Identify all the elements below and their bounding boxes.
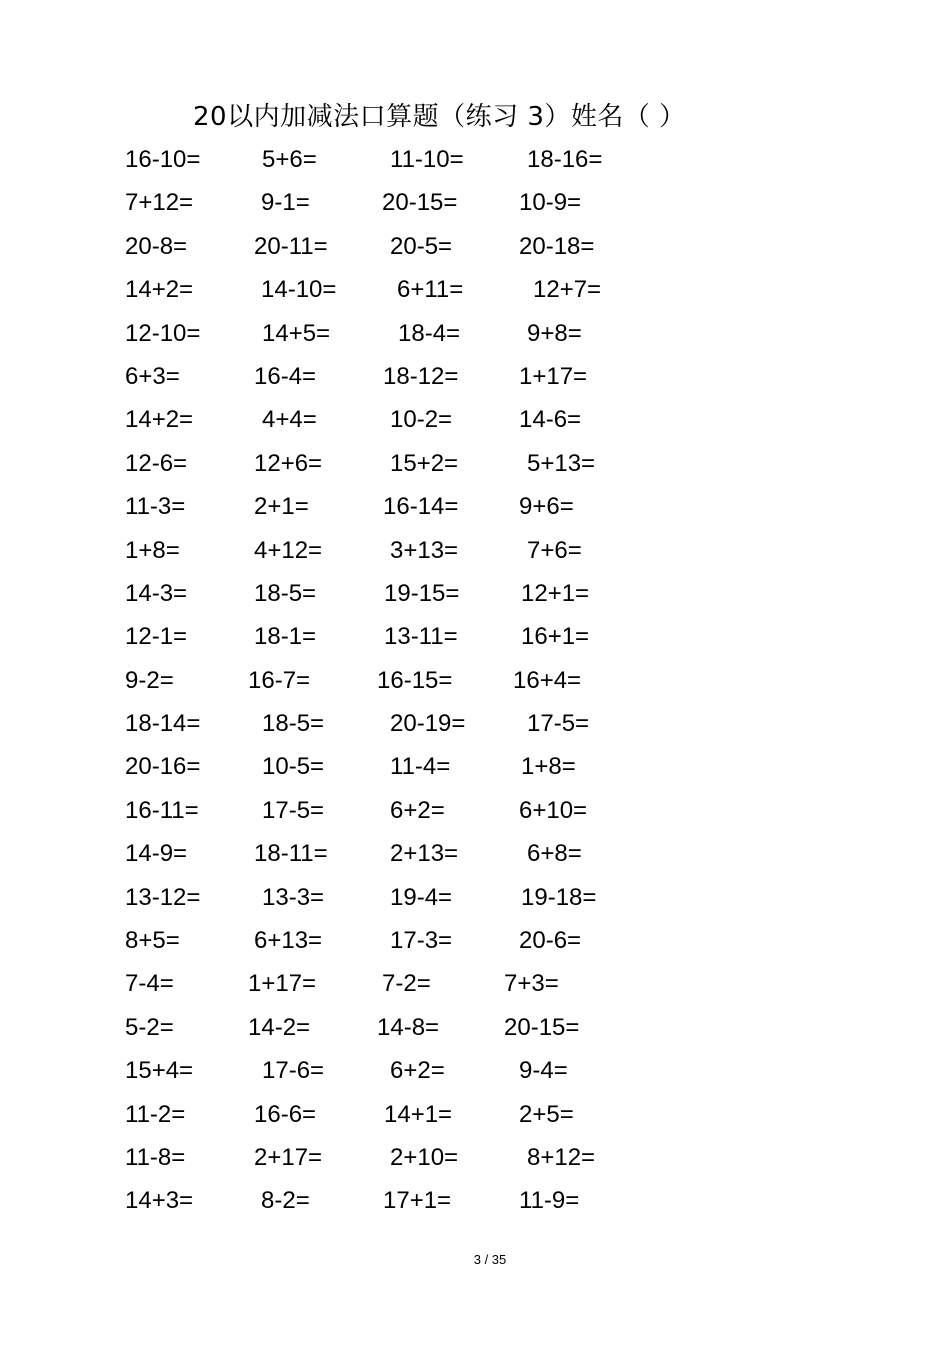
problem-row — [0, 748, 950, 791]
arithmetic-problem: 6+10= — [519, 796, 588, 824]
page-title: 20以内加减法口算题（练习 3）姓名（ ） — [193, 102, 686, 132]
arithmetic-problem: 6+2= — [390, 796, 445, 824]
problem-row — [0, 1139, 950, 1182]
arithmetic-problem: 10-2= — [390, 406, 453, 434]
arithmetic-problem: 20-5= — [390, 232, 453, 260]
arithmetic-problem: 9-4= — [519, 1057, 568, 1085]
arithmetic-problem: 12-1= — [125, 623, 188, 651]
arithmetic-problem: 14-6= — [519, 406, 582, 434]
arithmetic-problem: 7+12= — [125, 189, 194, 217]
arithmetic-problem: 16-6= — [254, 1100, 317, 1128]
problem-row — [0, 445, 950, 488]
arithmetic-problem: 9+6= — [519, 493, 574, 521]
arithmetic-problem: 4+4= — [262, 406, 317, 434]
arithmetic-problem: 11-9= — [519, 1187, 580, 1215]
arithmetic-problem: 20-15= — [504, 1013, 580, 1041]
arithmetic-problem: 15+2= — [390, 449, 459, 477]
arithmetic-problem: 8-2= — [261, 1187, 310, 1215]
arithmetic-problem: 17-5= — [527, 710, 590, 738]
arithmetic-problem: 13-12= — [125, 883, 201, 911]
arithmetic-problem: 6+2= — [390, 1057, 445, 1085]
arithmetic-problem: 14+5= — [262, 319, 331, 347]
arithmetic-problem: 14-9= — [125, 840, 188, 868]
arithmetic-problem: 20-8= — [125, 232, 188, 260]
arithmetic-problem: 18-11= — [254, 840, 328, 868]
arithmetic-problem: 12-6= — [125, 449, 188, 477]
arithmetic-problem: 18-4= — [398, 319, 461, 347]
problem-row — [0, 228, 950, 271]
arithmetic-problem: 11-2= — [125, 1100, 186, 1128]
arithmetic-problem: 2+10= — [390, 1143, 459, 1171]
arithmetic-problem: 1+8= — [521, 753, 576, 781]
arithmetic-problem: 6+13= — [254, 927, 323, 955]
arithmetic-problem: 7+6= — [527, 536, 582, 564]
arithmetic-problem: 14-2= — [248, 1013, 311, 1041]
arithmetic-problem: 20-18= — [519, 232, 595, 260]
arithmetic-problem: 2+13= — [390, 840, 459, 868]
arithmetic-problem: 5-2= — [125, 1013, 174, 1041]
arithmetic-problem: 7+3= — [504, 970, 559, 998]
problem-row — [0, 532, 950, 575]
arithmetic-problem: 2+5= — [519, 1100, 574, 1128]
arithmetic-problem: 7-4= — [125, 970, 174, 998]
arithmetic-problem: 17-5= — [262, 796, 325, 824]
problem-row — [0, 879, 950, 922]
problem-row — [0, 1096, 950, 1139]
arithmetic-problem: 3+13= — [390, 536, 459, 564]
arithmetic-problem: 18-14= — [125, 710, 201, 738]
arithmetic-problem: 16-7= — [248, 666, 311, 694]
arithmetic-problem: 2+17= — [254, 1143, 323, 1171]
arithmetic-problem: 10-9= — [519, 189, 582, 217]
problem-row — [0, 792, 950, 835]
arithmetic-problem: 14+2= — [125, 406, 194, 434]
arithmetic-problem: 16-4= — [254, 362, 317, 390]
arithmetic-problem: 6+3= — [125, 362, 180, 390]
page-indicator: 3 / 35 — [473, 1252, 507, 1267]
arithmetic-problem: 14+2= — [125, 276, 194, 304]
arithmetic-problem: 16-11= — [125, 796, 199, 824]
arithmetic-problem: 19-15= — [384, 579, 460, 607]
arithmetic-problem: 11-4= — [390, 753, 451, 781]
arithmetic-problem: 16-14= — [383, 493, 459, 521]
arithmetic-problem: 4+12= — [254, 536, 323, 564]
problem-row — [0, 401, 950, 444]
problem-row — [0, 965, 950, 1008]
arithmetic-problem: 20-16= — [125, 753, 201, 781]
problem-row — [0, 705, 950, 748]
problem-row — [0, 922, 950, 965]
arithmetic-problem: 17+1= — [383, 1187, 452, 1215]
arithmetic-problem: 10-5= — [262, 753, 325, 781]
arithmetic-problem: 8+12= — [527, 1143, 596, 1171]
arithmetic-problem: 14-3= — [125, 579, 188, 607]
arithmetic-problem: 12+1= — [521, 579, 590, 607]
arithmetic-problem: 18-5= — [262, 710, 325, 738]
arithmetic-problem: 11-10= — [390, 146, 464, 173]
arithmetic-problem: 14+1= — [384, 1100, 453, 1128]
arithmetic-problem: 16+1= — [521, 623, 590, 651]
arithmetic-problem: 18-1= — [254, 623, 317, 651]
arithmetic-problem: 1+8= — [125, 536, 180, 564]
arithmetic-problem: 16-15= — [377, 666, 453, 694]
arithmetic-problem: 18-16= — [527, 146, 603, 173]
arithmetic-problem: 16-10= — [125, 146, 201, 173]
problem-row — [0, 141, 950, 184]
arithmetic-problem: 14-8= — [377, 1013, 440, 1041]
arithmetic-problem: 18-5= — [254, 579, 317, 607]
arithmetic-problem: 19-4= — [390, 883, 453, 911]
arithmetic-problem: 18-12= — [383, 362, 459, 390]
problem-row — [0, 488, 950, 531]
arithmetic-problem: 15+4= — [125, 1057, 194, 1085]
arithmetic-problem: 9+8= — [527, 319, 582, 347]
problem-row — [0, 184, 950, 227]
problem-row — [0, 271, 950, 314]
problem-grid — [0, 141, 950, 1226]
arithmetic-problem: 14-10= — [261, 276, 337, 304]
arithmetic-problem: 9-2= — [125, 666, 174, 694]
arithmetic-problem: 17-6= — [262, 1057, 325, 1085]
arithmetic-problem: 20-11= — [254, 232, 328, 260]
arithmetic-problem: 12+6= — [254, 449, 323, 477]
problem-row — [0, 315, 950, 358]
arithmetic-problem: 1+17= — [248, 970, 317, 998]
problem-row — [0, 618, 950, 661]
problem-row — [0, 835, 950, 878]
arithmetic-problem: 20-19= — [390, 710, 466, 738]
arithmetic-problem: 6+11= — [397, 276, 464, 304]
arithmetic-problem: 6+8= — [527, 840, 582, 868]
arithmetic-problem: 2+1= — [254, 493, 309, 521]
arithmetic-problem: 9-1= — [261, 189, 310, 217]
arithmetic-problem: 20-6= — [519, 927, 582, 955]
arithmetic-problem: 16+4= — [513, 666, 582, 694]
problem-row — [0, 1052, 950, 1095]
arithmetic-problem: 12+7= — [533, 276, 602, 304]
arithmetic-problem: 1+17= — [519, 362, 588, 390]
arithmetic-problem: 19-18= — [521, 883, 597, 911]
problem-row — [0, 575, 950, 618]
arithmetic-problem: 5+13= — [527, 449, 596, 477]
arithmetic-problem: 8+5= — [125, 927, 180, 955]
arithmetic-problem: 13-3= — [262, 883, 325, 911]
arithmetic-problem: 20-15= — [382, 189, 458, 217]
problem-row — [0, 1182, 950, 1225]
arithmetic-problem: 13-11= — [384, 623, 458, 651]
problem-row — [0, 1009, 950, 1052]
arithmetic-problem: 5+6= — [262, 146, 317, 173]
problem-row — [0, 662, 950, 705]
arithmetic-problem: 7-2= — [382, 970, 431, 998]
arithmetic-problem: 14+3= — [125, 1187, 194, 1215]
arithmetic-problem: 17-3= — [390, 927, 453, 955]
problem-row — [0, 358, 950, 401]
arithmetic-problem: 12-10= — [125, 319, 201, 347]
arithmetic-problem: 11-8= — [125, 1143, 186, 1171]
arithmetic-problem: 11-3= — [125, 493, 186, 521]
